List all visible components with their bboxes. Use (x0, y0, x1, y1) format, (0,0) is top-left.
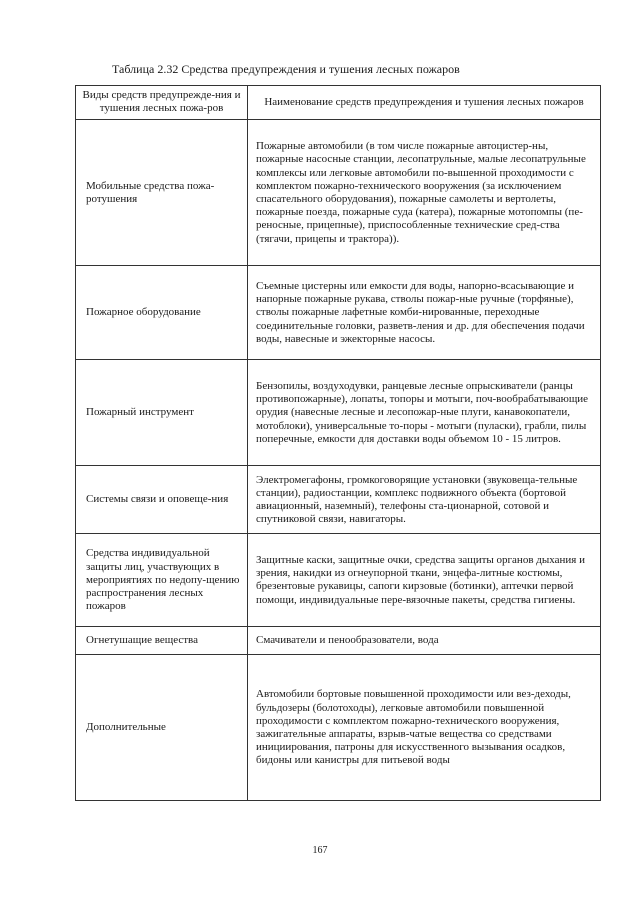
table-row (76, 266, 601, 360)
row-kind: Мобильные средства пожа-ротушения (76, 120, 248, 266)
table-row (76, 466, 601, 534)
row-items: Защитные каски, защитные очки, средства защиты органов дыхания и зрения, накидки из огнеупорной ткани, энцефа-литные костюмы, брезентовые рукавицы, сапоги кирзовые (ботинки), аптечки первой помощи, индивидуальные пере-вязочные пакеты, средства гигиены. (248, 534, 601, 627)
table-row (76, 360, 601, 466)
row-items: Автомобили бортовые повышенной проходимости или вез-деходы, бульдозеры (болотоходы), легковые автомобили повышенной проходимости с комплектом пожарно-технического вооружения, зажигательные аппараты, взрыв-чатые вещества со средствами инициирования, патроны для искусственного вызывания осадков, бидоны или канистры для питьевой воды (248, 655, 601, 801)
header-means-names: Наименование средств предупреждения и тушения лесных пожаров (248, 86, 601, 120)
header-means-type: Виды средств предупрежде-ния и тушения лесных пожа-ров (76, 86, 248, 120)
table-row (76, 627, 601, 655)
table-caption: Таблица 2.32 Средства предупреждения и тушения лесных пожаров (112, 62, 460, 76)
row-kind: Пожарное оборудование (76, 266, 248, 360)
row-kind: Системы связи и оповеще-ния (76, 466, 248, 534)
table-row (76, 120, 601, 266)
row-kind: Пожарный инструмент (76, 360, 248, 466)
row-kind: Средства индивидуальной защиты лиц, участвующих в мероприятиях по недопу-щению распространения лесных пожаров (76, 534, 248, 627)
row-items: Съемные цистерны или емкости для воды, напорно-всасывающие и напорные пожарные рукава, стволы пожар-ные ручные (торфяные), стволы пожарные лафетные комби-нированные, переходные соединительные головки, разветв-ления и др. для обеспечения подачи воды, навесные и эжекторные насосы. (248, 266, 601, 360)
table-header-row (76, 86, 601, 120)
row-kind: Огнетушащие вещества (76, 627, 248, 655)
table-row (76, 534, 601, 627)
page-number: 167 (312, 845, 328, 856)
row-items: Бензопилы, воздуходувки, ранцевые лесные опрыскиватели (ранцы противопожарные), лопаты, топоры и мотыги, поч-вообрабатывающие орудия (навесные лесные и лесопожар-ные плуги, канавокопатели, мотоблоки), универсальные то-поры - мотыги (пуласки), грабли, пилы поперечные, емкости для доставки воды объемом 10 - 15 литров. (248, 360, 601, 466)
table-row (76, 655, 601, 801)
fire-means-table (75, 85, 601, 801)
row-kind: Дополнительные (76, 655, 248, 801)
row-items: Пожарные автомобили (в том числе пожарные автоцистер-ны, пожарные насосные станции, лесопатрульные, малые лесопатрульные комплексы или легковые автомобили по-вышенной проходимости с комплектом пожарно-технического вооружения (за исключением спасательного оборудования), пожарные самолеты и вертолеты, пожарные поезда, пожарные суда (катера), пожарные мотопомпы (пе-реносные, прицепные), приспособленные технические сред-ства (тягачи, прицепы и трактора)). (248, 120, 601, 266)
row-items: Электромегафоны, громкоговорящие установки (звуковеща-тельные станции), радиостанции, комплекс подвижного объекта (бортовой авиационный, наземный), телефоны ста-ционарной, сотовой и спутниковой связи, навигаторы. (248, 466, 601, 534)
row-items: Смачиватели и пенообразователи, вода (248, 627, 601, 655)
